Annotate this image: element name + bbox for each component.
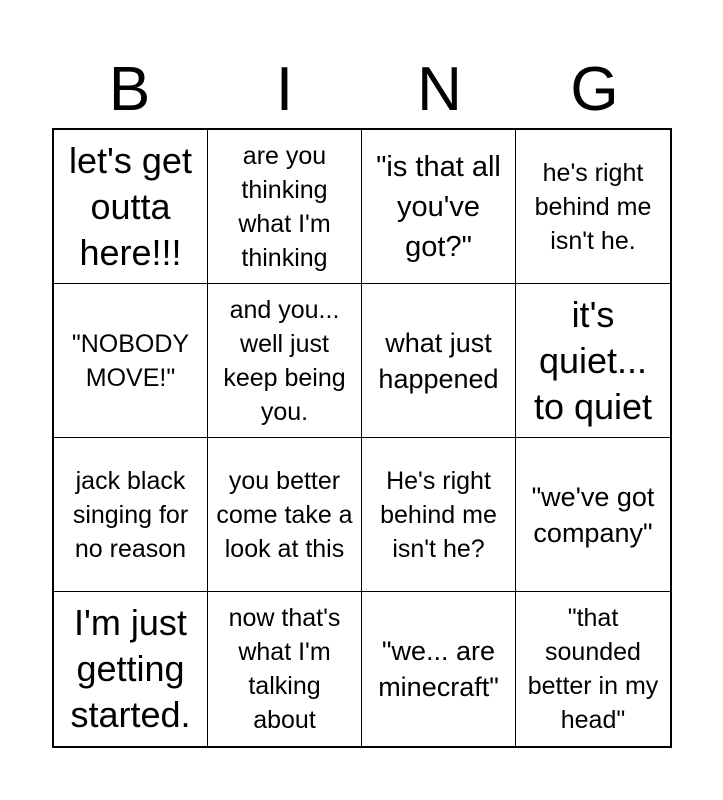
- cell-text: "we... are minecraft": [378, 636, 499, 702]
- cell-text: now that's what I'm talking about: [228, 604, 341, 734]
- cell-text: jack black singing for no reason: [72, 466, 189, 563]
- cell-text: let's get outta here!!!: [69, 139, 192, 273]
- bingo-cell-r1c2[interactable]: [208, 130, 362, 284]
- bingo-cell-r1c4[interactable]: [516, 130, 670, 284]
- bingo-cell-r2c4[interactable]: [516, 284, 670, 438]
- header-letter-b: B: [108, 55, 151, 124]
- bingo-cell-r2c1[interactable]: [54, 284, 208, 438]
- bingo-cell-r2c2[interactable]: [208, 284, 362, 438]
- bingo-cell-r1c3[interactable]: [362, 130, 516, 284]
- bingo-cell-r4c4[interactable]: [516, 592, 670, 746]
- header-letter-n: N: [417, 55, 462, 124]
- cell-text: He's right behind me isn't he?: [380, 466, 497, 563]
- cell-text: it's quiet... to quiet: [533, 293, 653, 427]
- cell-text: you better come take a look at this: [216, 466, 353, 563]
- cell-text: "that sounded better in my head": [527, 604, 659, 734]
- bingo-cell-r4c2[interactable]: [208, 592, 362, 746]
- cell-text: "is that all you've got?": [376, 150, 501, 263]
- cell-text: I'm just getting started.: [70, 602, 191, 735]
- bingo-cell-r4c3[interactable]: [362, 592, 516, 746]
- cell-text: what just happened: [378, 327, 499, 394]
- header-letter-i: I: [275, 55, 294, 124]
- bingo-cell-r3c4[interactable]: [516, 438, 670, 592]
- cell-text: are you thinking what I'm thinking: [238, 141, 331, 272]
- bingo-cell-r3c3[interactable]: [362, 438, 516, 592]
- cell-text: "NOBODY MOVE!": [71, 329, 190, 392]
- bingo-cell-r3c1[interactable]: [54, 438, 208, 592]
- cell-text: he's right behind me isn't he.: [534, 158, 652, 255]
- cell-text: and you... well just keep being you.: [223, 295, 346, 426]
- bingo-header: [52, 52, 672, 128]
- cell-text: "we've got company": [531, 481, 655, 548]
- bingo-cell-r4c1[interactable]: [54, 592, 208, 746]
- bingo-cell-r3c2[interactable]: [208, 438, 362, 592]
- bingo-cell-r2c3[interactable]: [362, 284, 516, 438]
- bingo-cell-r1c1[interactable]: [54, 130, 208, 284]
- header-letter-g: G: [570, 55, 619, 124]
- bingo-grid: [52, 128, 672, 748]
